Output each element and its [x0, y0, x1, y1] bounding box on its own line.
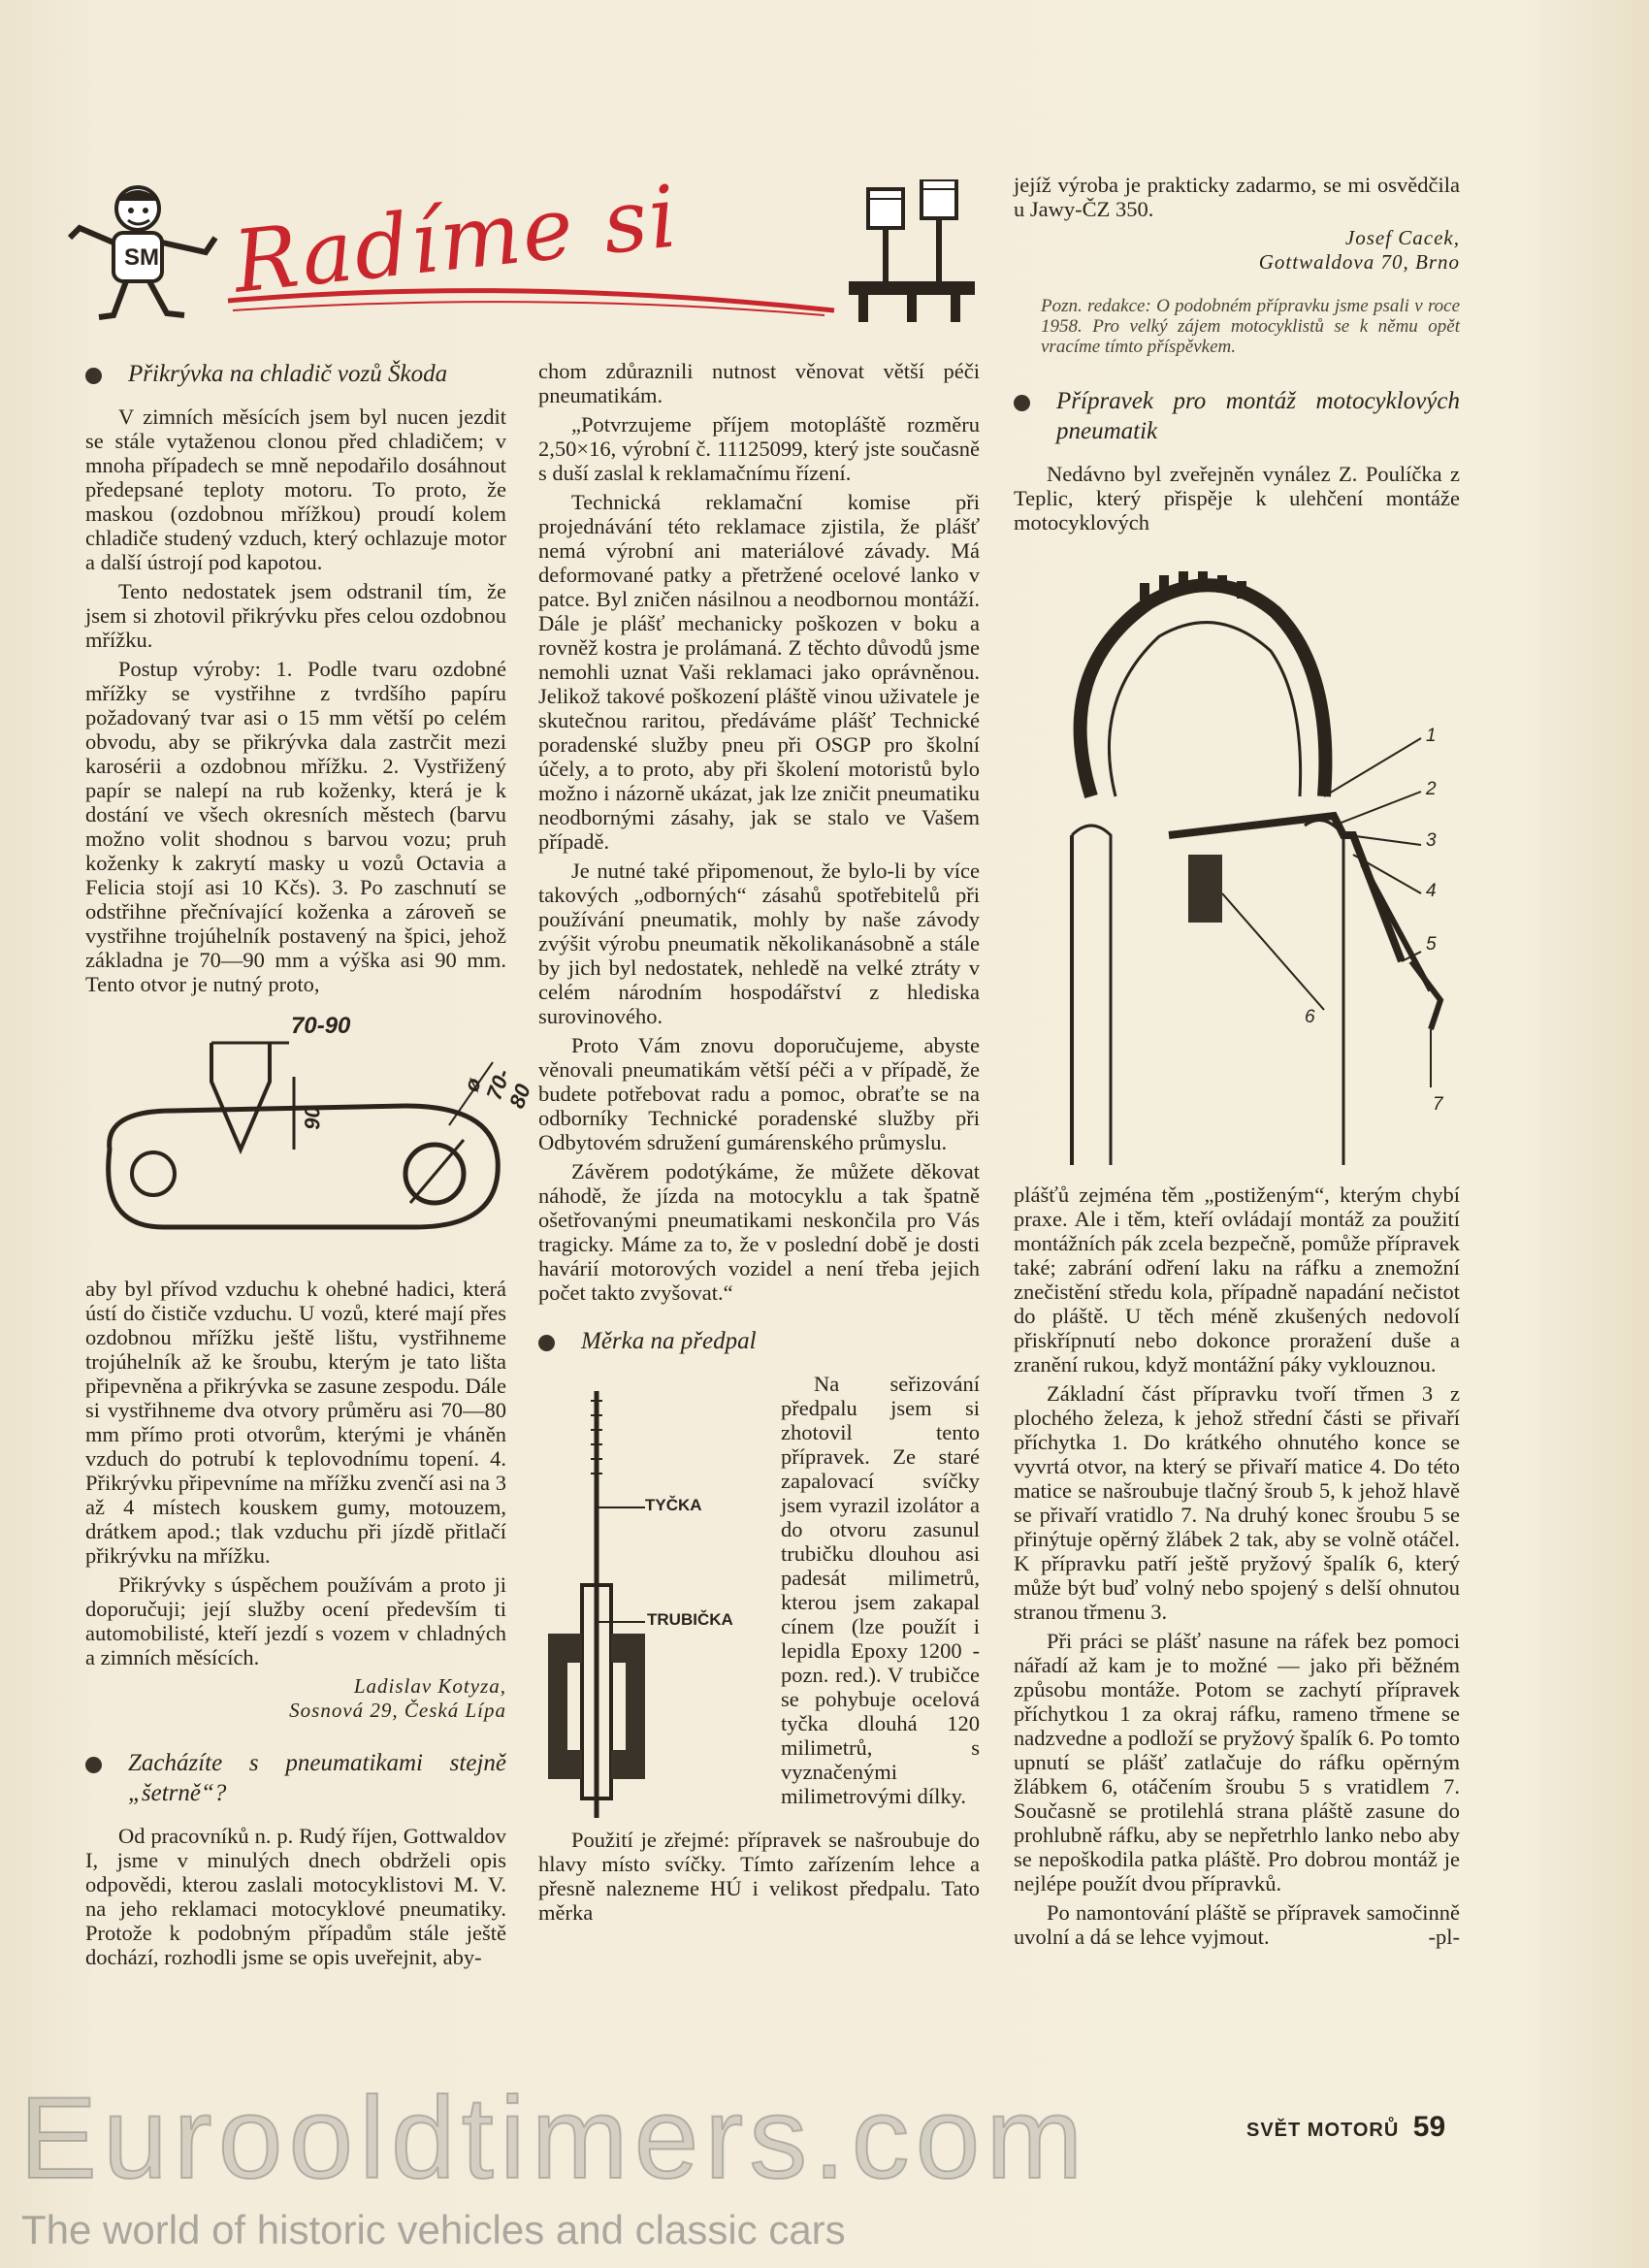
paragraph: plášťů zejména těm „postiženým“, kterým chybí praxe. Ale i těm, kteří ovládají montáž za použití montážních pák zcela bezpečně, pomůže přípravek také; zabrání odření laku na ráfku a znemožní znečistění středu kola, případně napadání nečistot do pláště. U těch méně zkušených nedovolí přiskřípnutí nebo dokonce proražení duše a zranění rukou, když montážní páky vyklouznou.: [1014, 1183, 1460, 1377]
timing-gauge-block: [538, 1372, 980, 1828]
column-2: [538, 359, 980, 1929]
svg-text:SM: SM: [124, 244, 159, 271]
mascot-illustration: [60, 179, 225, 325]
figure-label-6: 6: [1305, 1007, 1315, 1027]
paragraph: V zimních měsících jsem byl nucen jezdit se stále vytaženou clonou před chladičem; v mnoha případech se mně nepodařilo dosáhnout předepsané teploty motoru. To proto, že maskou (ozdobnou mřížkou) proudí kolem chladiče studený vzduch, který ochlazuje motor a další ústrojí pod kapotou.: [85, 405, 506, 574]
figure-label-1: 1: [1426, 726, 1437, 746]
article-title: Přípravek pro montáž motocyklových pneumatik: [1014, 386, 1460, 446]
paragraph: Technická reklamační komise při projednávání této reklamace zjistila, že plášť nemá výrobní ani materiálové závady. Má deformované patky a přetržené ocelové lanko v patce. Byl zničen násilnou a neodbornou montáží. Dále je plášť mechanicky poškozen v boku a rovněž kostra je prolámaná. Z těchto důvodů jsme nemohli uznat Vaši reklamaci jako oprávněnou. Jelikož takové poškození pláště vinou uživatele je skutečnou raritou, předáváme plášť Technické poradenské služby pneu při OSGP pro školní účely, a to proto, aby při školení motoristů bylo možno i názorně ukázat, jak lze zničit pneumatiku neodbornými zásahy, jak se stalo ve Vašem případě.: [538, 490, 980, 854]
figure-label-4: 4: [1426, 881, 1437, 901]
paragraph: Tento nedostatek jsem odstranil tím, že jsem si zhotovil přikrývku přes celou ozdobnou mřížku.: [85, 579, 506, 652]
grille-cover-figure: [85, 1004, 535, 1271]
column-3: [1014, 173, 1460, 1954]
bullet-icon: [538, 1335, 555, 1351]
bullet-icon: [85, 368, 102, 384]
paragraph: Použití je zřejmé: přípravek se našroubuje do hlavy místo svíčky. Tímto zařízením lehce a přesně nalezneme HÚ i velikost předpalu. Tato měrka: [538, 1828, 980, 1925]
header-swoosh: [223, 272, 844, 320]
author-name: Ladislav Kotyza,: [353, 1674, 506, 1698]
paragraph: aby byl přívod vzduchu k ohebné hadici, která ústí do čističe vzduchu. U vozů, které mají přes ozdobnou mřížku ještě lištu, vystřihneme trojúhelník až ke šroubu, kterým je tato lišta připevněna a přikrývka se zasune zespodu. Dále si vystřihneme dva otvory průměru asi 70—80 mm přímo proti otvorům, kterými je vháněn vzduch do potrubí k teplovodnímu topení. 4. Přikrývku připevníme na mřížku zvenčí asi na 3 až 4 místech kouskem gumy, motouzem, drátkem apod.; tlak vzduchu při jízdě přitlačí přikrývku na mřížku.: [85, 1277, 506, 1568]
paragraph: Je nutné také připomenout, že bylo-li by více takových „odborných“ zásahů spotřebitelů při používání pneumatik, mohly by naše závody zvýšit výrobu pneumatik několikanásobně a stále by jich byl nedostatek, nehledě na velké ztráty v celém národním hospodářství z hlediska surovinového.: [538, 859, 980, 1028]
timing-gauge-figure: [538, 1372, 771, 1828]
page-number: 59: [1412, 2111, 1446, 2143]
paragraph: Postup výroby: 1. Podle tvaru ozdobné mřížky se vystřihne z tvrdšího papíru požadovaný tvar asi o 15 mm větší po celém obvodu, aby se přikrývka dala zastrčit mezi karosérii a ozdobnou mřížku. 2. Vystřižený papír se nalepí na rub koženky, která je k dostání ve všech okresních městech (barvu možno volit shodnou s barvou vozu; pruh koženky k zakrytí masky u vozů Octavia a Felicia stojí asi 10 Kčs). 3. Po zaschnutí se odstřihne přečnívající koženka a zároveň se vystřihne trojúhelník postavený na špici, jehož základna je 70—90 mm a výška asi 90 mm. Tento otvor je nutný proto,: [85, 657, 506, 996]
paragraph: Proto Vám znovu doporučujeme, abyste věnovali pneumatikám větší péči a v případě, že budete potřebovat radu a pomoc, obraťte se na odborníky Technické poradenské služby při Odbytovém sdružení gumárenského průmyslu.: [538, 1033, 980, 1154]
tube-label: TRUBIČKA: [647, 1610, 733, 1629]
paragraph: Nedávno byl zveřejněn vynález Z. Poulíčka z Teplic, který přispěje k ulehčení montáže motocyklových: [1014, 462, 1460, 535]
paragraph: Základní část přípravku tvoří třmen 3 z plochého železa, k jehož střední části se přivaří příchytka 1. Do krátkého ohnutého konce se vyvrtá otvor, na který se přivaří matice 4. Do této matice se našroubuje tlačný šroub 5, k jehož hlavě se přivaří vratidlo 7. Na druhý konec šroubu 5 se přinýtuje opěrný žlábek 2 tak, aby se volně otáčel. K přípravku patří ještě pryžový špalík 6, který může být buď volný nebo spojený s delší ohnutou stranou třmenu 3.: [1014, 1381, 1460, 1624]
figure-label-5: 5: [1426, 934, 1437, 955]
pistons-illustration: [839, 179, 985, 325]
paragraph: jejíž výroba je prakticky zadarmo, se mi osvědčila u Jawy-ČZ 350.: [1014, 173, 1460, 221]
paragraph: Od pracovníků n. p. Rudý říjen, Gottwaldov I, jsme v minulých dnech obdrželi opis odpovědi, kterou zaslali motocyklistovi M. V. na jeho reklamaci motocyklové pneumatiky. Protože k podobným případům stále ještě dochází, rozhodli jsme se opis uveřejnit, aby-: [85, 1824, 506, 1969]
section-title: Radíme si: [228, 166, 684, 312]
paragraph: Přikrývky s úspěchem používám a proto ji doporučuji; její služby ocení především ti automobilisté, kteří jezdí s vozem v chladných a zimních měsících.: [85, 1572, 506, 1669]
bullet-icon: [85, 1757, 102, 1773]
paragraph: Závěrem podotýkáme, že můžete děkovat náhodě, že jízda na motocyklu a tak špatně ošetřovanými pneumatikami neskončila pro Vás tragicky. Máme za to, že v poslední době je dosti havárií motorových vozidel a není třeba jejich počet takto zvyšovat.“: [538, 1159, 980, 1305]
author-address: Gottwaldova 70, Brno: [1258, 250, 1460, 274]
figure-label-7: 7: [1433, 1094, 1443, 1115]
dimension-label-width: 70-90: [291, 1013, 351, 1039]
figure-label-3: 3: [1426, 830, 1437, 851]
editorial-note: Pozn. redakce: O podobném přípravku jsme psali v roce 1958. Pro velký zájem motocyklistů se k němu opět vracíme tímto příspěvkem.: [1041, 296, 1460, 357]
magazine-name: SVĚT MOTORŮ: [1246, 2120, 1400, 2141]
dimension-label-diameter: ø 70-80: [459, 1065, 535, 1112]
watermark-logo: Eurooldtimers.com: [19, 2073, 1089, 2203]
page-footer: [1246, 2111, 1445, 2144]
author-name: Josef Cacek,: [1344, 226, 1460, 249]
paragraph: chom zdůraznili nutnost věnovat větší péči pneumatikám.: [538, 359, 980, 407]
column-1: [85, 359, 535, 1974]
paragraph: „Potvrzujeme příjem motopláště rozměru 2,50×16, výrobní č. 11125099, který jste současně s duší zaslal k reklamačnímu řízení.: [538, 412, 980, 485]
article-title: Přikrývka na chladič vozů Škoda: [85, 359, 506, 389]
watermark-tagline: The world of historic vehicles and classic cars: [21, 2207, 846, 2252]
author-address: Sosnová 29, Česká Lípa: [289, 1699, 506, 1722]
paragraph: Při práci se plášť nasune na ráfek bez pomoci nářadí až kam je to možné — jako při běžném způsobu montáže. Potom se zachytí přípravek příchytkou 1 za okraj ráfku, rameno třmene se nadzvedne a podloží se pryžový špalík 6. Po tomto upnutí se plášť zatlačuje do ráfku opěrným žlábkem 6, otáčením šroubu 5 s vratidlem 7. Současně se protilehlá strana pláště zasune do prohlubně ráfku, aby se nepřetrhlo lanko nebo aby se nepoškodila patka pláště. Pro dobrou montáž je nejlépe použít dvou přípravků.: [1014, 1629, 1460, 1895]
author-initials: -pl-: [1428, 1925, 1460, 1949]
paragraph: Na seřizování předpalu jsem si zhotovil tento přípravek. Ze staré zapalovací svíčky jsem vyrazil izolátor a do otvoru zasunul trubičku dlouhou asi padesát milimetrů, kterou jsem zakapal cínem (lze použít i lepidla Epoxy 1200 - pozn. red.). V trubičce se pohybuje ocelová tyčka dlouhá 120 milimetrů, s vyznačenými milimetrovými dílky.: [781, 1372, 980, 1808]
article-title: Měrka na předpal: [538, 1326, 980, 1356]
rod-label: TYČKA: [645, 1496, 702, 1514]
dimension-label-height: 90: [300, 1106, 325, 1130]
figure-label-2: 2: [1426, 779, 1437, 799]
tire-tool-figure: [1014, 544, 1460, 1175]
bullet-icon: [1014, 395, 1030, 411]
paragraph: Po namontování pláště se přípravek samočinně uvolní a dá se lehce vyjmout. -pl-: [1014, 1900, 1460, 1949]
article-title: Zacházíte s pneumatikami stejně „šetrně“?: [85, 1748, 506, 1808]
